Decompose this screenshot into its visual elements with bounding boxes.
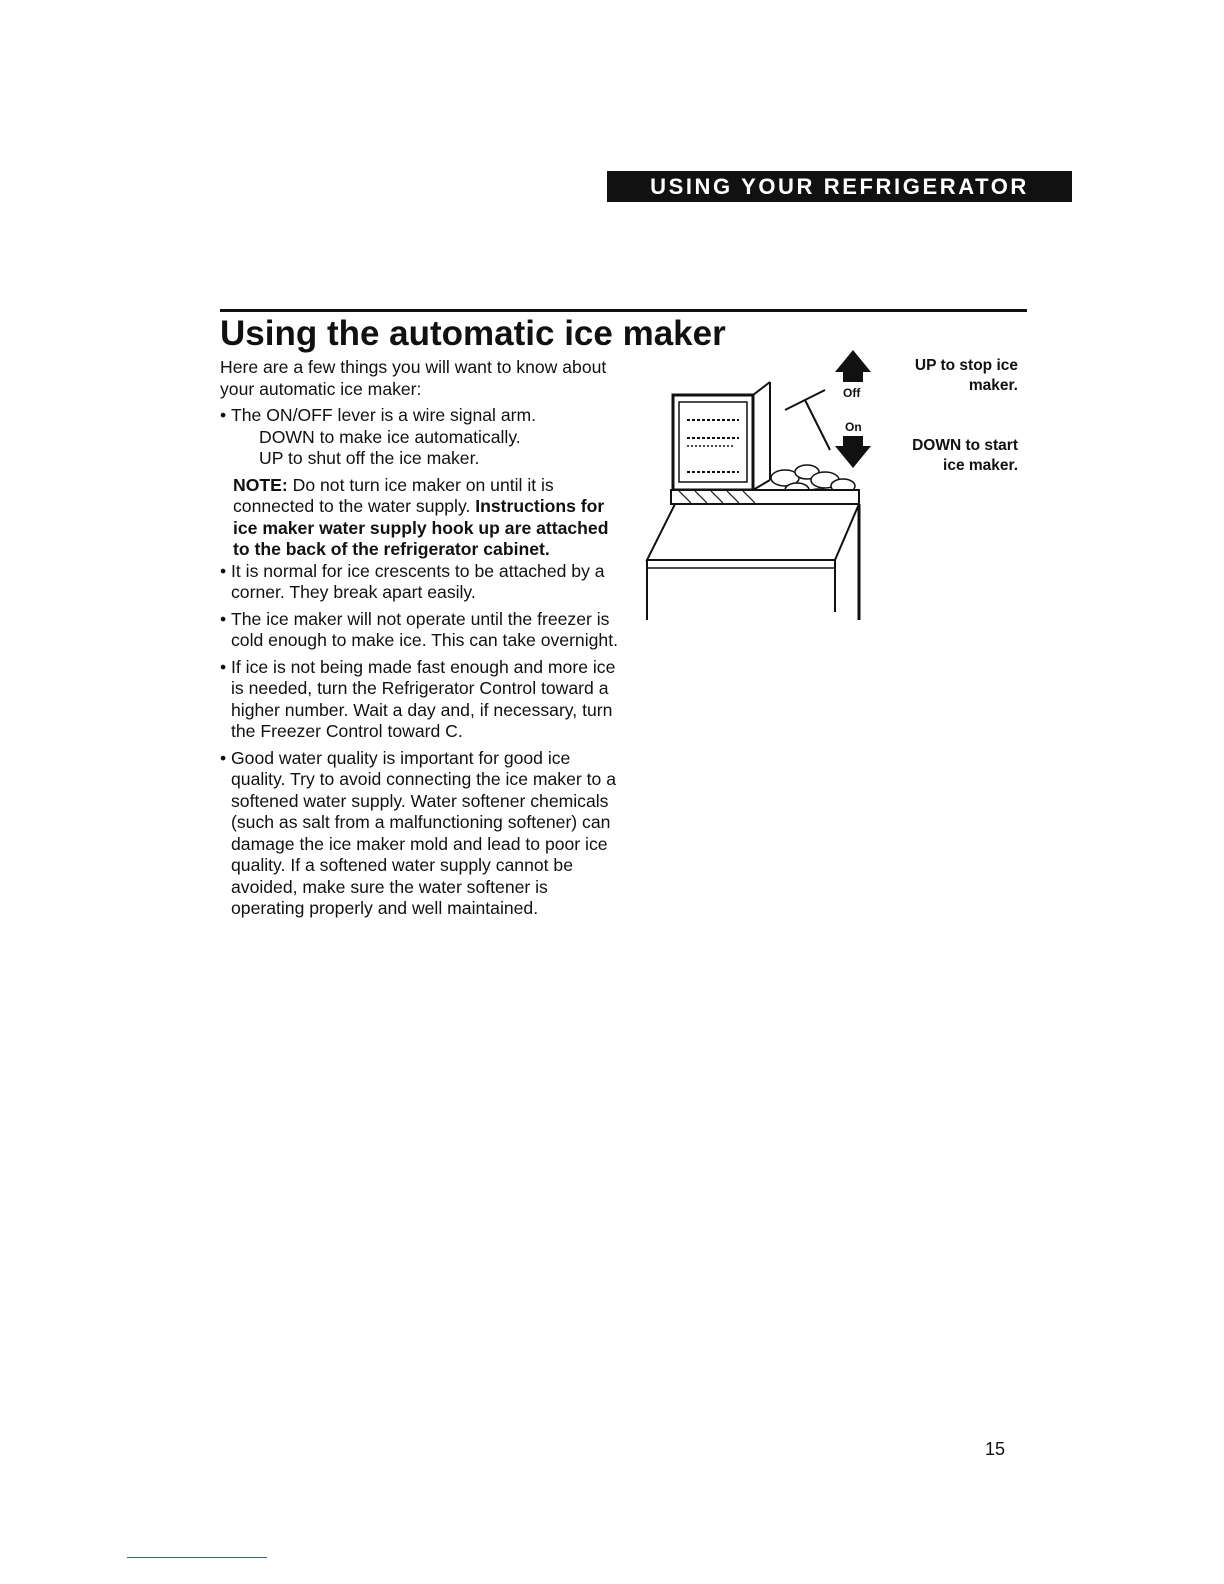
bullet-icon: • bbox=[220, 656, 227, 677]
list-item bbox=[220, 748, 620, 920]
intro-text: Here are a few things you will want to know about your automatic ice maker: bbox=[220, 357, 607, 399]
page-title: Using the automatic ice maker bbox=[220, 314, 726, 353]
body-column bbox=[220, 357, 620, 925]
list-item bbox=[220, 609, 620, 652]
note-block bbox=[220, 475, 620, 561]
bullet-icon: • bbox=[220, 405, 227, 425]
list-item bbox=[220, 561, 620, 604]
note-bold-text: Instructions for ice maker water supply hook up are attached to the back of the refrigerator cabinet. bbox=[233, 496, 609, 559]
list-item bbox=[220, 657, 620, 743]
bullet-text: Good water quality is important for good ice quality. Try to avoid connecting the ice maker to a softened water supply. Water softener chemicals (such as salt from a malfunctioning softener) can damage the ice maker mold and lead to poor ice quality. If a softened water supply cannot be avoided, make sure the water softener is operating properly and well maintained. bbox=[231, 747, 616, 918]
on-label: On bbox=[845, 420, 862, 434]
note-label: NOTE: bbox=[233, 474, 288, 495]
up-arrow-icon bbox=[835, 350, 871, 372]
off-label: Off bbox=[843, 386, 861, 400]
bullet-text: It is normal for ice crescents to be attached by a corner. They break apart easily. bbox=[231, 560, 605, 602]
page-number: 15 bbox=[985, 1439, 1006, 1459]
note-text: Do not turn ice maker on until it is connected to the water supply. bbox=[233, 474, 554, 516]
bullet-text: The ON/OFF lever is a wire signal arm. bbox=[231, 405, 537, 425]
caption-down: DOWN to start ice maker. bbox=[912, 437, 1018, 474]
bullet-text: If ice is not being made fast enough and more ice is needed, turn the Refrigerator Control toward a higher number. Wait a day and, if necessary, turn the Freezer Control toward C. bbox=[231, 656, 616, 741]
bullet-icon: • bbox=[220, 560, 227, 581]
bullet-icon: • bbox=[220, 747, 227, 768]
down-arrow-icon bbox=[843, 436, 863, 446]
down-instruction: DOWN to make ice automatically. bbox=[259, 426, 521, 447]
bullet-text: The ice maker will not operate until the freezer is cold enough to make ice. This can take overnight. bbox=[231, 608, 618, 650]
footer-line bbox=[127, 1557, 267, 1558]
bullet-icon: • bbox=[220, 608, 227, 629]
section-header: USING YOUR REFRIGERATOR bbox=[607, 171, 1072, 202]
list-item bbox=[220, 405, 620, 470]
caption-up: UP to stop ice maker. bbox=[914, 357, 1018, 394]
up-instruction: UP to shut off the ice maker. bbox=[259, 448, 480, 468]
